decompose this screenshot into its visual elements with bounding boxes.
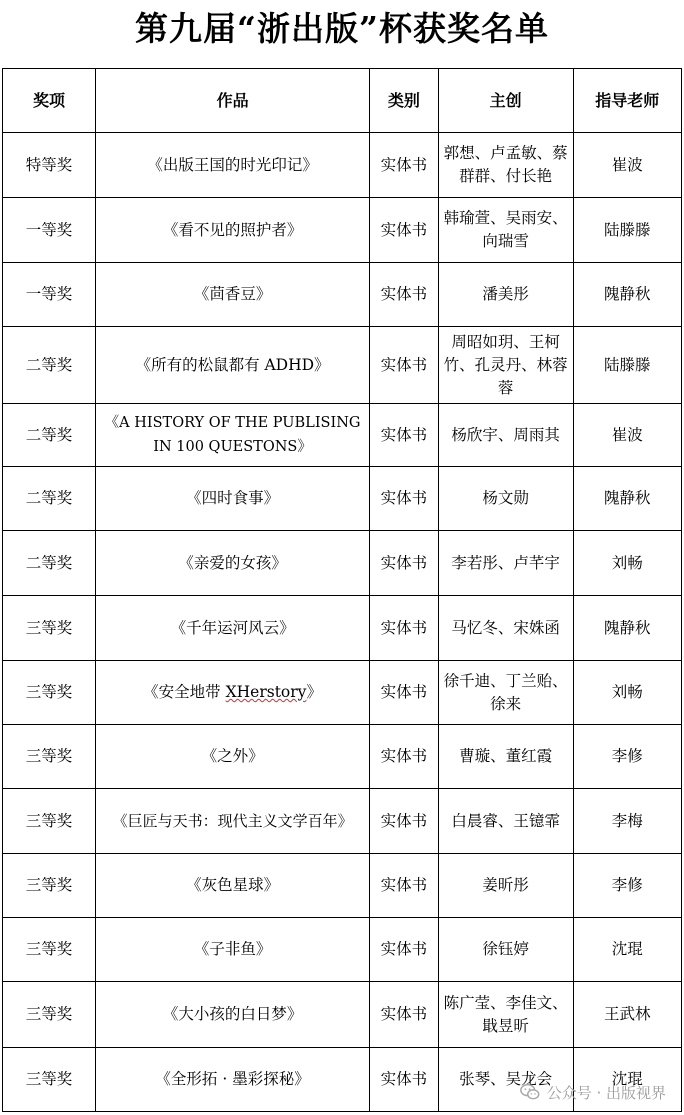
table-row (3, 263, 682, 327)
category-cell: 实体书 (370, 327, 439, 404)
table-row (3, 725, 682, 789)
work-cell: 《千年运河风云》 (96, 596, 370, 661)
award-cell: 一等奖 (3, 263, 96, 327)
category-cell: 实体书 (370, 982, 439, 1048)
creators-cell: 杨欣宇、周雨其 (438, 404, 573, 467)
work-cell: 《茴香豆》 (96, 263, 370, 327)
category-cell: 实体书 (370, 263, 439, 327)
work-cell: 《巨匠与天书：现代主义文学百年》 (96, 789, 370, 854)
work-cell: 《之外》 (96, 725, 370, 789)
creators-cell: 张琴、吴龙会 (438, 1048, 573, 1112)
table-row (3, 982, 682, 1048)
category-cell: 实体书 (370, 725, 439, 789)
work-cell (96, 661, 370, 725)
creators-cell: 周昭如玥、王柯竹、孔灵丹、林蓉蓉 (438, 327, 573, 404)
advisor-cell: 沈琨 (573, 918, 681, 982)
header-creators: 主创 (438, 69, 573, 133)
wechat-icon (519, 1081, 541, 1103)
creators-cell: 杨文勋 (438, 467, 573, 531)
table-row (3, 467, 682, 531)
category-cell: 实体书 (370, 467, 439, 531)
table-row (3, 596, 682, 661)
advisor-cell: 刘畅 (573, 661, 681, 725)
creators-cell: 李若彤、卢芊宇 (438, 531, 573, 596)
creators-cell: 潘美彤 (438, 263, 573, 327)
category-cell: 实体书 (370, 596, 439, 661)
creators-cell: 曹璇、董红霞 (438, 725, 573, 789)
advisor-cell: 隗静秋 (573, 263, 681, 327)
award-cell: 二等奖 (3, 327, 96, 404)
award-cell: 一等奖 (3, 198, 96, 263)
award-cell: 三等奖 (3, 596, 96, 661)
category-cell: 实体书 (370, 404, 439, 467)
award-cell: 三等奖 (3, 918, 96, 982)
award-cell: 三等奖 (3, 854, 96, 918)
creators-cell: 姜昕彤 (438, 854, 573, 918)
work-cell: 《亲爱的女孩》 (96, 531, 370, 596)
table-row (3, 854, 682, 918)
work-title-underlined: XHerstory (225, 683, 307, 701)
award-cell: 三等奖 (3, 789, 96, 854)
advisor-cell: 沈琨 (573, 1048, 681, 1112)
advisor-cell: 隗静秋 (573, 467, 681, 531)
creators-cell: 郭想、卢孟敏、蔡群群、付长艳 (438, 133, 573, 198)
category-cell: 实体书 (370, 854, 439, 918)
header-advisor: 指导老师 (573, 69, 681, 133)
category-cell: 实体书 (370, 198, 439, 263)
creators-cell: 马忆冬、宋姝函 (438, 596, 573, 661)
page-title: 第九届“浙出版”杯获奖名单 (135, 9, 549, 48)
work-title-suffix: 》 (306, 683, 322, 701)
work-cell: 《所有的松鼠都有 ADHD》 (96, 327, 370, 404)
award-cell: 三等奖 (3, 1048, 96, 1112)
table-row (3, 327, 682, 404)
award-cell: 三等奖 (3, 982, 96, 1048)
work-cell: 《看不见的照护者》 (96, 198, 370, 263)
advisor-cell: 李梅 (573, 789, 681, 854)
advisor-cell: 李修 (573, 854, 681, 918)
advisor-cell: 隗静秋 (573, 596, 681, 661)
awards-table (2, 68, 682, 1112)
table-row (3, 404, 682, 467)
work-cell: 《灰色星球》 (96, 854, 370, 918)
advisor-cell: 崔波 (573, 133, 681, 198)
creators-cell: 徐千迪、丁兰贻、徐来 (438, 661, 573, 725)
advisor-cell: 陆滕滕 (573, 327, 681, 404)
table-row (3, 789, 682, 854)
work-cell: 《大小孩的白日梦》 (96, 982, 370, 1048)
creators-cell: 陈广莹、李佳文、戢昱昕 (438, 982, 573, 1048)
work-title-prefix: 《安全地带 (143, 683, 226, 701)
advisor-cell: 陆滕滕 (573, 198, 681, 263)
category-cell: 实体书 (370, 1048, 439, 1112)
advisor-cell: 王武林 (573, 982, 681, 1048)
header-work: 作品 (96, 69, 370, 133)
work-cell: 《全形拓 · 墨彩探秘》 (96, 1048, 370, 1112)
award-cell: 二等奖 (3, 531, 96, 596)
header-row (3, 69, 682, 133)
advisor-cell: 李修 (573, 725, 681, 789)
category-cell: 实体书 (370, 531, 439, 596)
header-award: 奖项 (3, 69, 96, 133)
category-cell: 实体书 (370, 789, 439, 854)
table-row (3, 918, 682, 982)
category-cell: 实体书 (370, 661, 439, 725)
advisor-cell: 崔波 (573, 404, 681, 467)
creators-cell: 白晨睿、王镱霏 (438, 789, 573, 854)
work-cell: 《出版王国的时光印记》 (96, 133, 370, 198)
award-cell: 二等奖 (3, 467, 96, 531)
category-cell: 实体书 (370, 133, 439, 198)
category-cell: 实体书 (370, 918, 439, 982)
award-cell: 三等奖 (3, 725, 96, 789)
work-cell: 《A HISTORY OF THE PUBLISING IN 100 QUESTONS》 (96, 404, 370, 467)
advisor-cell: 刘畅 (573, 531, 681, 596)
watermark (519, 1081, 666, 1103)
creators-cell: 韩瑜萱、吴雨安、向瑞雪 (438, 198, 573, 263)
table-row (3, 198, 682, 263)
award-cell: 特等奖 (3, 133, 96, 198)
watermark-text: 公众号 · 出版视界 (546, 1083, 666, 1102)
award-cell: 三等奖 (3, 661, 96, 725)
award-cell: 二等奖 (3, 404, 96, 467)
table-row (3, 661, 682, 725)
creators-cell: 徐钰婷 (438, 918, 573, 982)
work-cell: 《四时食事》 (96, 467, 370, 531)
work-cell: 《子非鱼》 (96, 918, 370, 982)
table-row (3, 531, 682, 596)
table-row (3, 133, 682, 198)
header-category: 类别 (370, 69, 439, 133)
